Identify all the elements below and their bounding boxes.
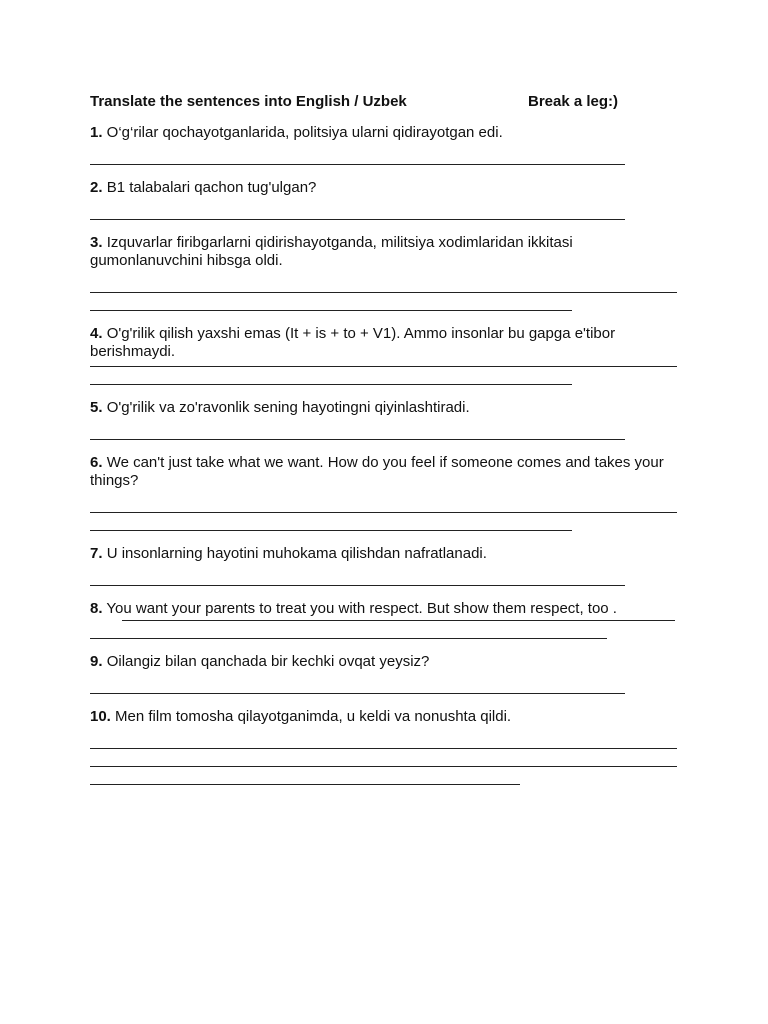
question-number: 4. — [90, 325, 103, 342]
question-9 — [90, 653, 680, 694]
question-6 — [90, 454, 680, 531]
question-number: 6. — [90, 454, 103, 471]
question-8 — [90, 600, 680, 639]
answer-line[interactable] — [90, 638, 607, 639]
question-text: O'g'rilik qilish yaxshi emas (It + is + to + V1). Ammo insonlar bu gapga e'tibor berishmaydi. — [90, 325, 616, 360]
question-number: 7. — [90, 545, 103, 562]
question-text: O‘g‘rilar qochayotganlarida, politsiya ularni qidirayotgan edi. — [102, 124, 503, 141]
answer-line[interactable] — [90, 164, 625, 165]
question-text: Men film tomosha qilayotganimda, u keldi va nonushta qildi. — [110, 708, 512, 725]
question-number: 5. — [90, 399, 103, 416]
question-number: 1. — [90, 124, 103, 141]
question-7 — [90, 545, 680, 586]
worksheet-note: Break a leg:) — [528, 93, 619, 110]
question-text: U insonlarning hayotini muhokama qilishdan nafratlanadi. — [106, 545, 487, 562]
question-number: 3. — [90, 234, 103, 251]
answer-line[interactable] — [90, 693, 625, 694]
question-text: B1 talabalari qachon tug'ulgan? — [106, 179, 317, 196]
question-2 — [90, 179, 680, 220]
answer-line[interactable] — [90, 439, 625, 440]
answer-line[interactable] — [90, 784, 520, 785]
question-number: 8. — [90, 600, 103, 617]
answer-line[interactable] — [90, 585, 625, 586]
question-text: Oilangiz bilan qanchada bir kechki ovqat yeysiz? — [106, 653, 430, 670]
answer-line[interactable] — [90, 310, 572, 311]
worksheet-title: Translate the sentences into English / Uzbek — [90, 93, 407, 110]
question-text: Izquvarlar firibgarlarni qidirishayotganda, militsiya xodimlaridan ikkitasi gumonlanuvchini hibsga oldi. — [90, 234, 573, 269]
question-number: 2. — [90, 179, 103, 196]
answer-line[interactable] — [90, 384, 572, 385]
worksheet-heading — [90, 92, 680, 112]
question-text: We can't just take what we want. How do you feel if someone comes and takes your things? — [90, 454, 664, 489]
question-number: 9. — [90, 653, 103, 670]
question-4 — [90, 325, 680, 385]
worksheet — [90, 92, 680, 797]
question-text: You want your parents to treat you with respect. But show them respect, too . — [106, 600, 617, 617]
answer-line[interactable] — [90, 219, 625, 220]
question-text: O'g'rilik va zo'ravonlik sening hayotingni qiyinlashtiradi. — [106, 399, 470, 416]
question-number: 10. — [90, 708, 111, 725]
answer-line[interactable] — [90, 530, 572, 531]
question-5 — [90, 399, 680, 440]
question-3 — [90, 234, 680, 311]
question-1 — [90, 124, 680, 165]
question-10 — [90, 708, 680, 785]
